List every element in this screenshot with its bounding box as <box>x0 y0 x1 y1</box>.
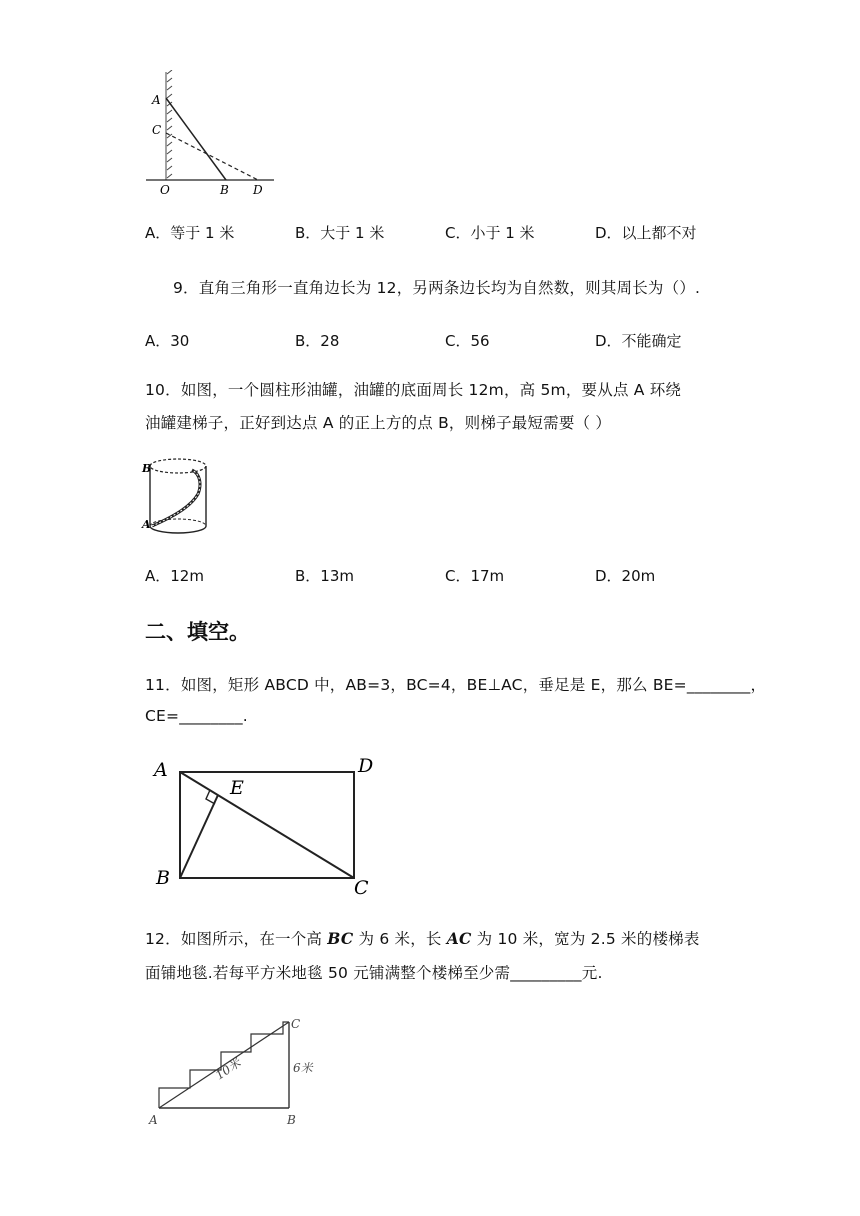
q10-option-b: B．13m <box>295 567 354 585</box>
staircase-figure <box>145 1012 335 1128</box>
ladder-line <box>166 98 226 180</box>
label-b: B <box>220 183 229 197</box>
rect-label-b: B <box>156 867 170 889</box>
cylinder-top <box>150 459 206 473</box>
q12-line1-mid2: 为 10 米，宽为 2.5 米的楼梯表 <box>471 930 700 948</box>
stair-label-length: 10米 <box>212 1055 244 1083</box>
rect-label-e: E <box>230 777 244 799</box>
diagonal-ac <box>180 772 354 878</box>
ladder-figure <box>140 70 280 198</box>
cyl-label-a: A <box>142 518 151 531</box>
q12-line1 <box>145 927 700 949</box>
section-title: 二、填空。 <box>145 620 250 644</box>
rect-label-c: C <box>354 877 369 898</box>
q9-option-d: D．不能确定 <box>595 332 682 350</box>
cyl-label-b: B <box>142 462 152 475</box>
stair-label-a: A <box>149 1113 158 1127</box>
cylinder-bottom <box>150 526 206 533</box>
q8-option-b: B．大于 1 米 <box>295 224 385 242</box>
q8-option-d: D．以上都不对 <box>595 224 697 242</box>
q11-line2: CE=________. <box>145 707 248 725</box>
q12-bc: BC <box>327 929 354 948</box>
q10-option-a: A．12m <box>145 567 204 585</box>
q9-option-a: A．30 <box>145 332 190 350</box>
q8-option-c: C．小于 1 米 <box>445 224 535 242</box>
cylinder-figure <box>140 456 220 538</box>
rect-label-a: A <box>154 759 168 781</box>
q10-option-c: C．17m <box>445 567 505 585</box>
q10-line2: 油罐建梯子，正好到达点 A 的正上方的点 B，则梯子最短需要（ ） <box>145 414 612 432</box>
stair-label-c: C <box>291 1017 301 1031</box>
q8-option-a: A．等于 1 米 <box>145 224 235 242</box>
rectangle-figure <box>150 750 390 898</box>
q9-option-b: B．28 <box>295 332 340 350</box>
ladder-spiral <box>152 470 200 526</box>
stair-label-height: 6米 <box>293 1061 313 1075</box>
label-a: A <box>152 93 161 107</box>
q10-line1: 10．如图，一个圆柱形油罐，油罐的底面周长 12m，高 5m，要从点 A 环绕 <box>145 381 682 399</box>
ladder-spiral-inner <box>152 470 200 526</box>
label-c: C <box>152 123 162 137</box>
q9-option-c: C．56 <box>445 332 490 350</box>
rect-label-d: D <box>358 755 374 777</box>
label-d: D <box>253 183 263 197</box>
q9-text: 9．直角三角形一直角边长为 12，另两条边长均为自然数，则其周长为（）. <box>173 279 701 297</box>
q12-line1-pre: 12．如图所示，在一个高 <box>145 930 328 948</box>
q11-line1: 11．如图，矩形 ABCD 中，AB=3，BC=4，BE⊥AC，垂足是 E，那么 BE=________， <box>145 676 767 694</box>
q12-line2: 面铺地毯.若每平方米地毯 50 元铺满整个楼梯至少需_________元. <box>145 964 603 982</box>
q12-line1-mid1: 为 6 米，长 <box>353 930 447 948</box>
ladder-moved-line <box>166 133 258 180</box>
stair-label-b: B <box>287 1113 296 1127</box>
q10-option-d: D．20m <box>595 567 656 585</box>
segment-be <box>180 795 218 878</box>
label-o: O <box>160 183 170 197</box>
q12-ac: AC <box>446 929 472 948</box>
wall-hatching <box>166 70 172 180</box>
